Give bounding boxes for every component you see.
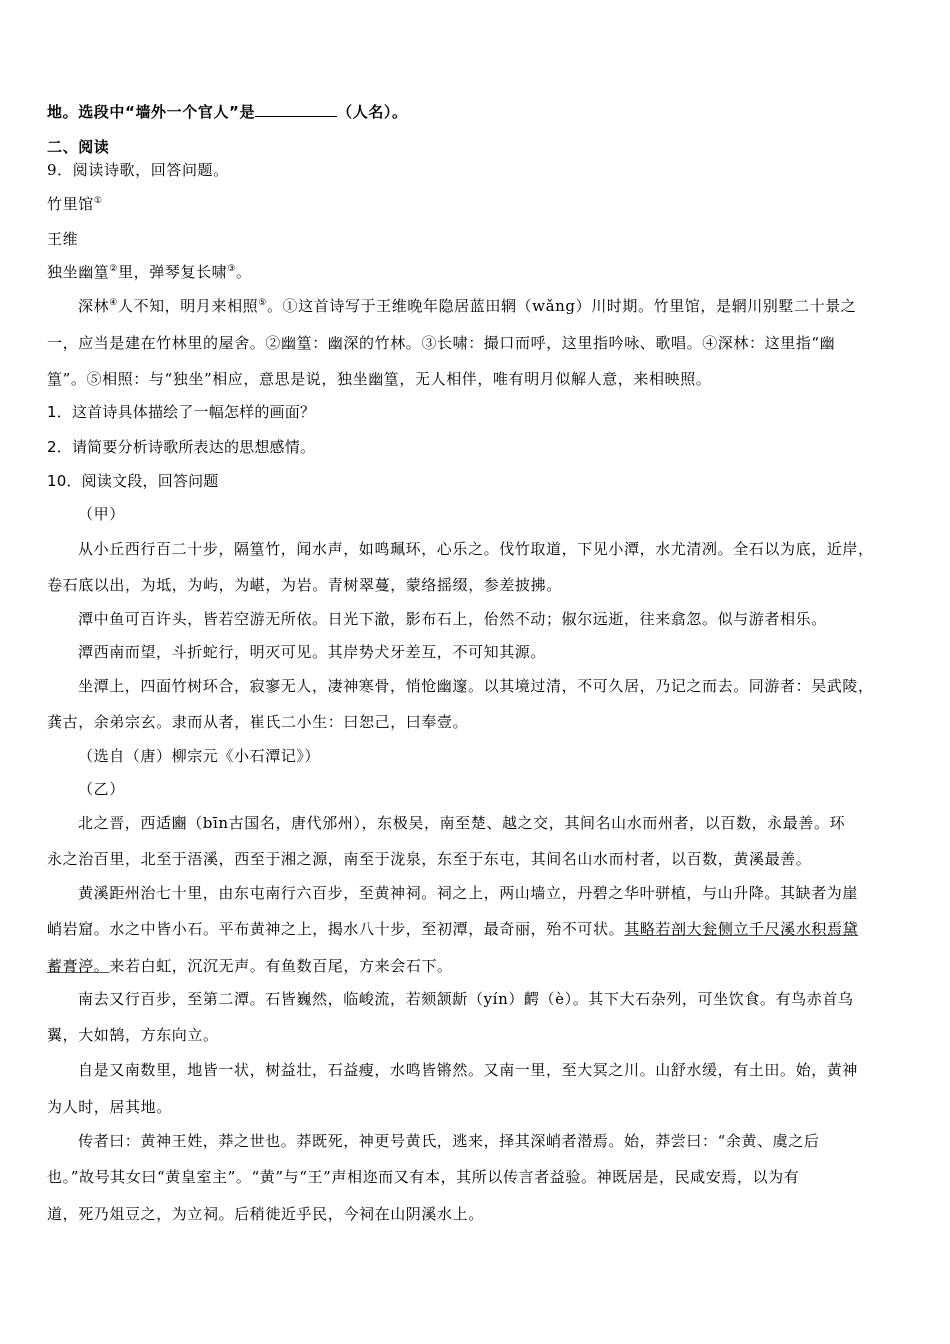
question-9-sub-1: 1．这首诗具体描绘了一幅怎样的画面？ <box>47 403 316 421</box>
passage-b-line-text: 峭岩窟。水之中皆小石。平布黄神之上，揭水八十步，至初潭，最奇丽，殆不可状。 <box>47 920 625 938</box>
previous-question-text: 地。选段中“墙外一个官人”是 <box>47 103 256 121</box>
question-10-prompt: 10．阅读文段，回答问题 <box>47 472 219 490</box>
question-9-prompt: 9．阅读诗歌，回答问题。 <box>47 161 229 179</box>
passage-b-line: 翼，大如鹄，方东向立。 <box>47 1026 219 1044</box>
passage-a-source: （选自（唐）柳宗元《小石潭记》） <box>78 747 321 765</box>
question-9-sub-2: 2．请简要分析诗歌所表达的思想感情。 <box>47 438 316 456</box>
poem-line-1-part-a: 独坐幽篁 <box>47 263 110 281</box>
passage-a-label: （甲） <box>78 505 125 523</box>
passage-b-line: 道，死乃俎豆之，为立祠。后稍徙近乎民，今祠在山阴溪水上。 <box>47 1205 484 1223</box>
poem-notes-line-3: 篁”。⑤相照：与“独坐”相应，意思是说，独坐幽篁，无人相伴，唯有明月似解人意，来相映照。 <box>47 370 712 388</box>
footnote-marker: ⑤ <box>258 298 267 308</box>
passage-b-label: （乙） <box>78 780 125 798</box>
poem-author: 王维 <box>47 230 79 248</box>
underlined-sentence: 其略若剖大瓮侧立千尺溪水积焉黛 <box>624 920 859 938</box>
passage-b-line: 永之治百里，北至于浯溪，西至于湘之源，南至于泷泉，东至于东屯，其间名山水而村者，以百数，黄溪最善。 <box>47 850 812 868</box>
poem-title-text: 竹里馆 <box>47 195 94 213</box>
poem-line-2-with-notes <box>78 296 856 316</box>
passage-b-line: 为人时，居其地。 <box>47 1098 172 1116</box>
answer-blank[interactable] <box>255 102 337 117</box>
passage-a-line: 从小丘西行百二十步，隔篁竹，闻水声，如鸣珮环，心乐之。伐竹取道，下见小潭，水尤清冽。全石以为底，近岸， <box>78 540 874 558</box>
underlined-sentence-end: 蓄膏渟。 <box>47 957 110 975</box>
poem-line-1-part-c: 。 <box>235 263 252 281</box>
previous-question-tail <box>47 102 408 122</box>
poem-notes-start: 。①这首诗写于王维晚年隐居蓝田辋（wǎng）川时期。竹里馆，是辋川别墅二十景之 <box>266 297 857 315</box>
passage-a-line: 潭中鱼可百许头，皆若空游无所依。日光下澈，影布石上，佁然不动；俶尔远逝，往来翕忽。似与游者相乐。 <box>78 610 827 628</box>
footnote-marker: ① <box>93 196 103 206</box>
passage-a-line: 潭西南而望，斗折蛇行，明灭可见。其岸势犬牙差互，不可知其源。 <box>78 643 547 661</box>
passage-b-line: 自是又南数里，地皆一状，树益壮，石益瘦，水鸣皆锵然。又南一里，至大冥之川。山舒水缓，有土田。始，黄神 <box>78 1061 859 1079</box>
footnote-marker: ② <box>109 264 119 274</box>
poem-title <box>47 194 102 214</box>
footnote-marker: ④ <box>109 298 118 308</box>
poem-line-2-part-a: 深林 <box>78 297 110 315</box>
passage-b-line: 南去又行百步，至第二潭。石皆巍然，临峻流，若颏颔龂（yín）齶（è）。其下大石杂列，可坐饮食。有鸟赤首乌 <box>78 990 854 1008</box>
passage-b-line: 北之晋，西适豳（bīn古国名，唐代邠州），东极吴，南至楚、越之交，其间名山水而州者，以百数，永最善。环 <box>78 814 846 832</box>
passage-b-line <box>47 919 858 939</box>
passage-b-line: 也。”故号其女曰“黄皇室主”。“黄”与“王”声相迩而又有本，其所以传言者益验。神既居是，民咸安焉，以为有 <box>47 1168 800 1186</box>
previous-question-suffix: （人名）。 <box>337 103 408 121</box>
passage-b-line: 黄溪距州治七十里，由东屯南行六百步，至黄神祠。祠之上，两山墙立，丹碧之华叶骈植，与山升降。其缺者为崖 <box>78 884 859 902</box>
poem-line-2-part-b: 人不知，明月来相照 <box>117 297 259 315</box>
passage-b-line: 传者曰：黄神王姓，莽之世也。莽既死，神更号黄氏，逃来，择其深峭者潜焉。始，莽尝曰：“余黄、虞之后 <box>78 1132 820 1150</box>
passage-b-line <box>47 956 453 976</box>
footnote-marker: ③ <box>227 264 236 274</box>
poem-line-1 <box>47 262 252 282</box>
poem-notes-line-2: 一，应当是建在竹林里的屋舍。②幽篁：幽深的竹林。③长啸：撮口而呼，这里指吟咏、歌唱。④深林：这里指“幽 <box>47 334 836 352</box>
poem-line-1-part-b: 里，弹琴复长啸 <box>118 263 228 281</box>
passage-b-line-text: 来若白虹，沉沉无声。有鱼数百尾，方来会石下。 <box>109 957 453 975</box>
section-title: 二、阅读 <box>47 138 110 156</box>
passage-a-line: 龚古，余弟宗玄。隶而从者，崔氏二小生：曰恕己，曰奉壹。 <box>47 713 469 731</box>
passage-a-line: 坐潭上，四面竹树环合，寂寥无人，凄神寒骨，悄怆幽邃。以其境过清，不可久居，乃记之而去。同游者：吴武陵， <box>78 677 874 695</box>
passage-a-line: 卷石底以出，为坻，为屿，为嵁，为岩。青树翠蔓，蒙络摇缀，参差披拂。 <box>47 576 562 594</box>
